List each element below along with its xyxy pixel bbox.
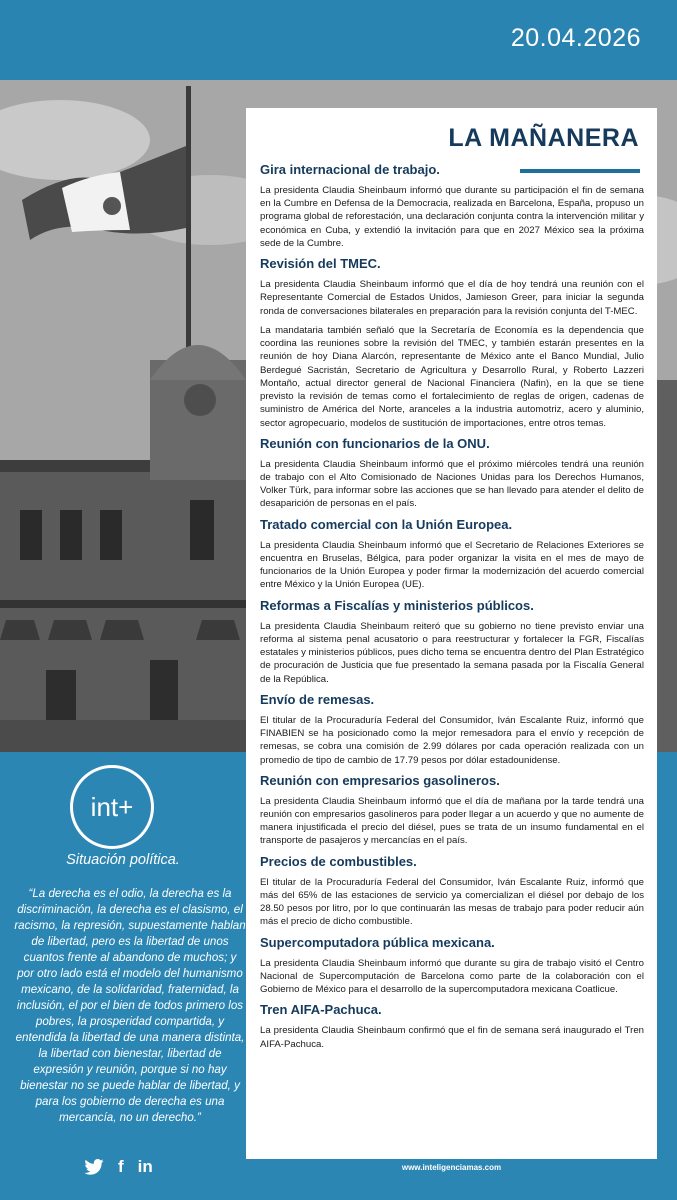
section-paragraph: La presidenta Claudia Sheinbaum informó que durante su gira de trabajo visitó el Centro Nacional de Supercomputación de Barcelona como parte de la colaboración con el Gobierno de México para el desarrollo de la supercomputadora mexicana Coatlicue. <box>260 957 644 996</box>
news-section <box>260 162 644 250</box>
section-heading: Tren AIFA-Pachuca. <box>260 1002 382 1018</box>
news-section <box>260 935 644 997</box>
section-paragraph: La presidenta Claudia Sheinbaum informó que durante su participación el fin de semana en la Cumbre en Defensa de la Democracia, realizada en Barcelona, España, propuso un programa global de reforestación, una declaración conjunta contra la intervención militar y económica en Cuba, y extendió la invitación para que en 2027 México sea la próxima sede de la Cumbre. <box>260 185 644 249</box>
section-paragraph: La presidenta Claudia Sheinbaum informó que el día de hoy tendrá una reunión con el Representante Comercial de Estados Unidos, Jamieson Greer, para iniciar la segunda ronda de conversaciones bilaterales en preparación para la revisión conjunta del T-MEC. <box>260 279 644 317</box>
section-paragraph: El titular de la Procuraduría Federal del Consumidor, Iván Escalante Ruiz, informó que FINABIEN se ha posicionado como la mejor remesadora para el envío y recepción de remesas, se cobra una comisión de 2.99 dólares por cada operación realizada con un promedio de tipo de cambio de 17.79 pesos por dólar estadounidense. <box>260 714 644 766</box>
section-heading: Reunión con funcionarios de la ONU. <box>260 435 490 451</box>
section-heading: Precios de combustibles. <box>260 853 417 869</box>
section-paragraph: La presidenta Claudia Sheinbaum informó que el día de mañana por la tarde tendrá una reunión con empresarios gasolineros para poder llegar a un acuerdo y que no aumente de manera injustificada el precio del diésel, pues se trata de un insumo fundamental en el transporte de pasajeros y mercancías en el país. <box>260 795 644 847</box>
section-heading: Gira internacional de trabajo. <box>260 162 440 177</box>
news-content <box>260 162 644 1057</box>
date: 20.04.2026 <box>510 24 641 52</box>
news-section <box>260 1002 644 1050</box>
card-title: LA MAÑANERA <box>448 124 639 152</box>
twitter-icon[interactable] <box>84 1159 104 1175</box>
section-heading: Tratado comercial con la Unión Europea. <box>260 516 513 532</box>
section-paragraph: La mandataria también señaló que la Secretaría de Economía es la dependencia que coordina las reuniones sobre la revisión del TMEC, y también estarán presentes en la reunión de hoy Diana Alarcón, representante de México ante el Banco Mundial, Julio Berdegué Sacristán, Secretario de Agricultura y Desarrollo Rural, y Roberto Lazzeri Montaño, actual director general de Nacional Financiera (Nafin), en la que se tiene previsto la revisión de temas como el fortalecimiento de reglas de origen, cadenas de suministro de América del Norte, aranceles a la industria automotriz, acero y aluminio, sector agropecuario, modelos de sustitución de importaciones, entre otros temas. <box>260 324 644 429</box>
section-heading: Revisión del TMEC. <box>260 256 381 272</box>
footer-url[interactable]: www.inteligenciamas.com <box>401 1163 502 1172</box>
news-section <box>260 598 644 686</box>
news-section <box>260 854 644 929</box>
logo-text: int+ <box>90 791 134 822</box>
section-paragraph: El titular de la Procuraduría Federal del Consumidor, Iván Escalante Ruiz, informó que más del 65% de las estaciones de servicio ya comercializan el diésel por debajo de los 28.50 pesos por litro, por lo que continuarán las mesas de trabajo para poder reducir aún más el precio de dicho combustible. <box>260 876 644 928</box>
news-section <box>260 436 644 511</box>
section-heading: Envío de remesas. <box>260 691 375 707</box>
section-subtitle: Situación política. <box>66 852 180 868</box>
section-heading: Reformas a Fiscalías y ministerios públicos. <box>260 597 534 613</box>
linkedin-icon[interactable]: in <box>137 1157 153 1176</box>
news-section <box>260 256 644 430</box>
news-section <box>260 517 644 592</box>
news-section <box>260 773 644 848</box>
section-paragraph: La presidenta Claudia Sheinbaum informó que el Secretario de Relaciones Exteriores se encuentra en Bruselas, Bélgica, para poder organizar la visita en el mes de mayo de funcionarios de la Unión Europea y poder firmar la modernización del acuerdo comercial entre México y la Unión Europea (UE). <box>260 539 644 591</box>
section-paragraph: La presidenta Claudia Sheinbaum confirmó que el fin de semana será inaugurado el Tren AIFA-Pachuca. <box>260 1025 644 1050</box>
section-heading: Supercomputadora pública mexicana. <box>260 934 495 950</box>
news-section <box>260 692 644 767</box>
social-links <box>84 1157 153 1177</box>
int-plus-logo <box>70 765 154 849</box>
top-band <box>0 0 677 80</box>
section-paragraph: La presidenta Claudia Sheinbaum reiteró que su gobierno no tiene previsto enviar una reforma al sistema penal acusatorio o para reestructurar y fortalecer la FGR, Fiscalías estatales y ministerios públicos, pues dicho tema se encuentra dentro del Plan Estratégico de procuración de Justicia que fue presentado la semana pasada por la Fiscalía General de la República. <box>260 620 644 685</box>
section-heading: Reunión con empresarios gasolineros. <box>260 772 500 788</box>
quote: “La derecha es el odio, la derecha es la discriminación, la derecha es el clasismo, el racismo, la represión, supuestamente hablan de libertad, pero es la libertad de unos cuantos frente al abandono de muchos; y por otro lado está el modelo del humanismo mexicano, de la solidaridad, fraternidad, la inclusión, el por el bien de todos primero los pobres, la prosperidad compartida, y entendida la libertad de una manera distinta, la libertad con bienestar, libertad de expresión y reunión, porque si no hay bienestar no se puede hablar de libertad, y para los gobierno de derecha es una mercancía, no un derecho.” <box>14 887 246 1124</box>
news-card <box>246 108 657 1159</box>
facebook-icon[interactable]: f <box>118 1157 124 1176</box>
section-paragraph: La presidenta Claudia Sheinbaum informó que el próximo miércoles tendrá una reunión de trabajo con el Alto Comisionado de Naciones Unidas para los Derechos Humanos, Volker Türk, para informar sobre las acciones que se han llevado para atender el delito de desaparición de personas en el país. <box>260 458 644 510</box>
